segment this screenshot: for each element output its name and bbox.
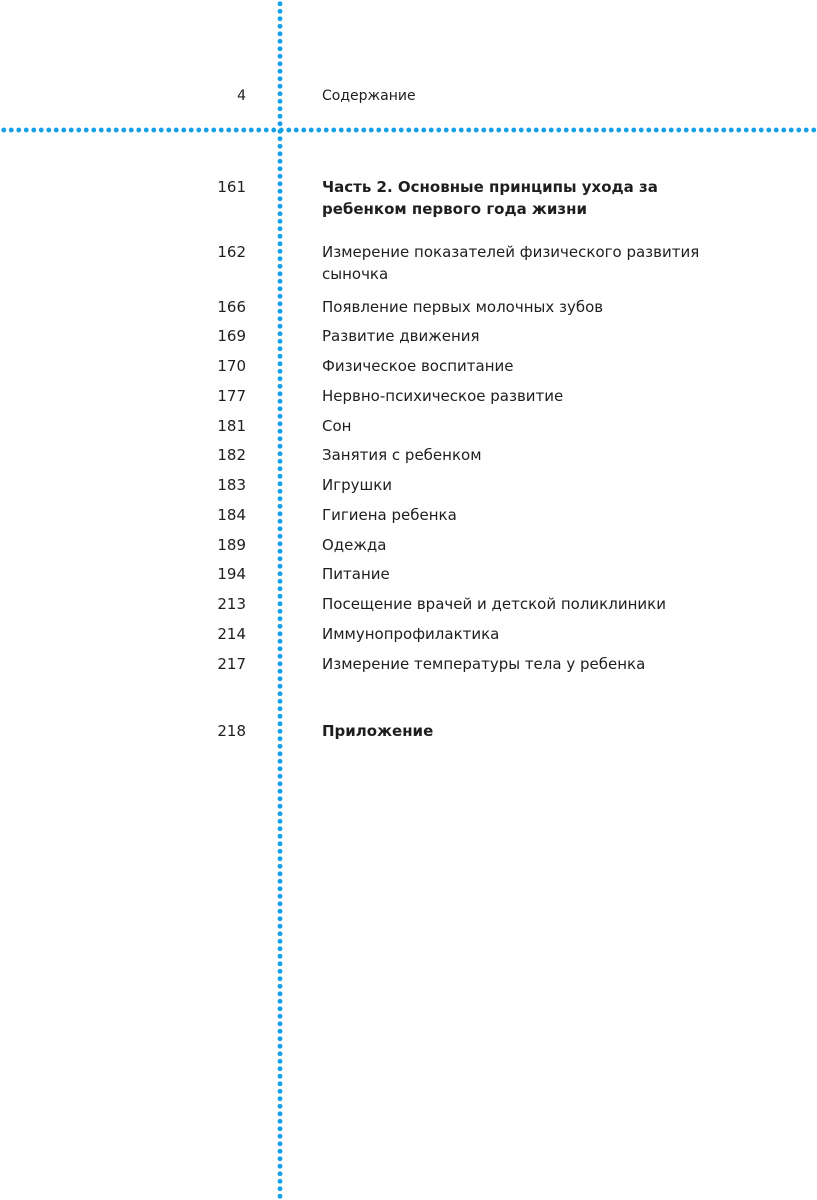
toc-page-number: 183 xyxy=(217,476,246,494)
toc-entry-title: Физическое воспитание xyxy=(322,357,514,375)
toc-entry-title: Часть 2. Основные принципы ухода за ребенком первого года жизни xyxy=(322,178,658,218)
toc-page-number: 184 xyxy=(217,506,246,524)
toc-entry-title: Сон xyxy=(322,417,352,435)
toc-page-number: 217 xyxy=(217,655,246,673)
toc-page-number: 189 xyxy=(217,536,246,554)
toc-page-number: 161 xyxy=(217,178,246,196)
toc-page-number: 177 xyxy=(217,387,246,405)
toc-entry-title: Приложение xyxy=(322,722,434,740)
header-title: Содержание xyxy=(322,88,416,104)
toc-entry-title: Посещение врачей и детской поликлиники xyxy=(322,595,666,613)
toc-entry-title: Измерение показателей физического развития сыночка xyxy=(322,243,700,283)
toc-entry-title: Занятия с ребенком xyxy=(322,446,482,464)
vertical-dotted-divider xyxy=(277,0,283,1200)
toc-page-number: 194 xyxy=(217,565,246,583)
toc-page-number: 170 xyxy=(217,357,246,375)
toc-entry-title: Питание xyxy=(322,565,390,583)
toc-entry-title: Игрушки xyxy=(322,476,393,494)
toc-page-number: 213 xyxy=(217,595,246,613)
toc-entry-title: Нервно-психическое развитие xyxy=(322,387,564,405)
toc-entry-title: Одежда xyxy=(322,536,387,554)
toc-entry-title: Появление первых молочных зубов xyxy=(322,298,604,316)
toc-entry-title: Гигиена ребенка xyxy=(322,506,457,524)
toc-entry-title: Иммунопрофилактика xyxy=(322,625,500,643)
toc-entry-title: Развитие движения xyxy=(322,327,480,345)
horizontal-dotted-divider xyxy=(0,127,817,133)
toc-page-number: 181 xyxy=(217,417,246,435)
toc-entry-title: Измерение температуры тела у ребенка xyxy=(322,655,646,673)
header-page-number: 4 xyxy=(237,88,246,104)
toc-page-number: 214 xyxy=(217,625,246,643)
toc-page-number: 182 xyxy=(217,446,246,464)
toc-page-number: 166 xyxy=(217,298,246,316)
toc-page-number: 162 xyxy=(217,243,246,261)
toc-page-number: 169 xyxy=(217,327,246,345)
toc-page-number: 218 xyxy=(217,722,246,740)
